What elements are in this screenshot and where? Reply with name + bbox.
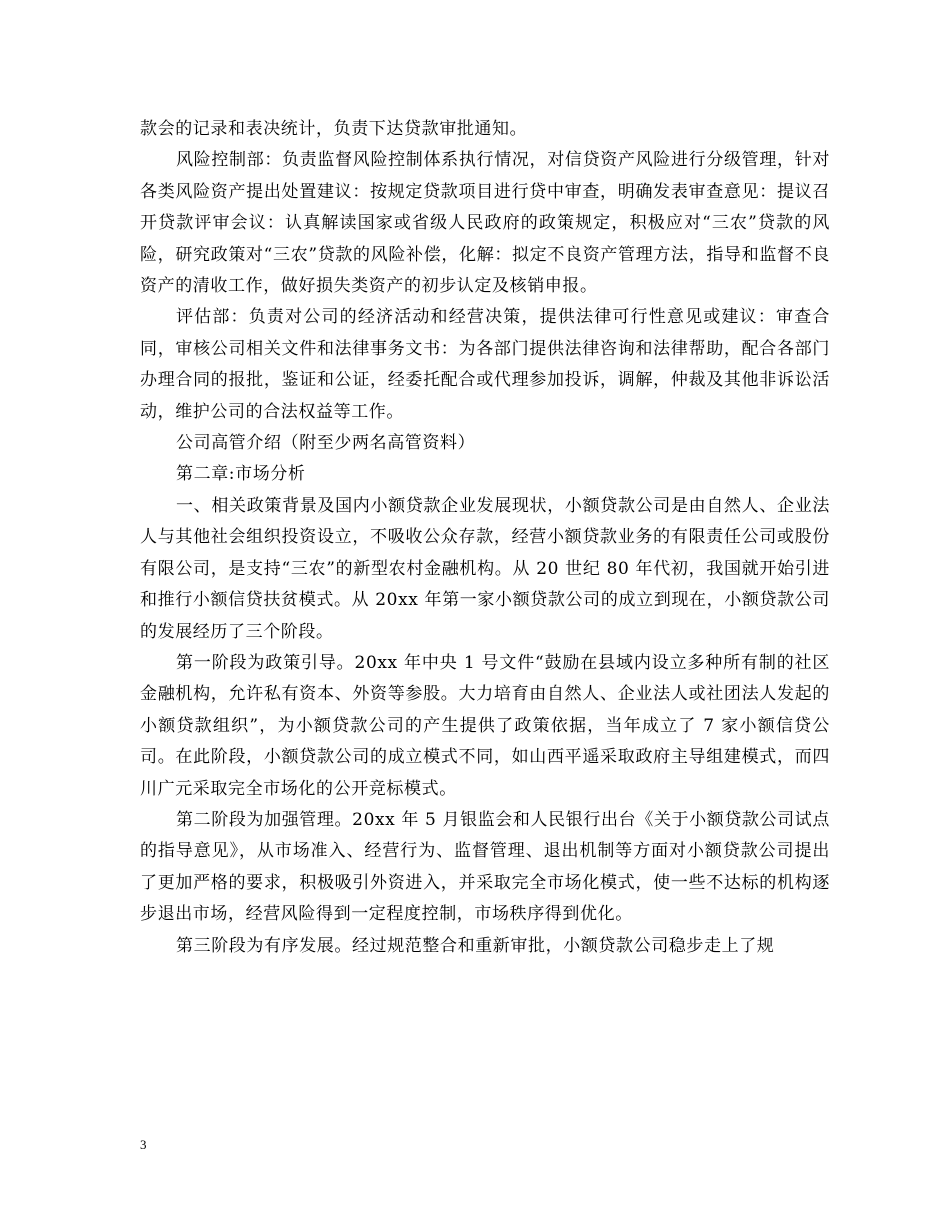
paragraph-risk-control-dept: 风险控制部：负责监督风险控制体系执行情况，对信贷资产风险进行分级管理，针对各类风险资产提出处置建议：按规定贷款项目进行贷中审查，明确发表审查意见：提议召开贷款评审会议：认真解读国家或省级人民政府的政策规定，积极应对“三农”贷款的风险，研究政策对“三农”贷款的风险补偿，化解：拟定不良资产管理方法，指导和监督不良资产的清收工作，做好损失类资产的初步认定及核销申报。 [140, 150, 830, 297]
paragraph-continuation: 款会的记录和表决统计，负责下达贷款审批通知。 [140, 119, 528, 139]
paragraph-stage-three: 第三阶段为有序发展。经过规范整合和重新审批，小额贷款公司稳步走上了规 [176, 935, 775, 956]
paragraph-stage-two: 第二阶段为加强管理。20xx 年 5 月银监会和人民银行出台《关于小额贷款公司试点的指导意见》，从市场准入、经营行为、监督管理、退出机制等方面对小额贷款公司提出了更加严格的要求，积极吸引外资进入，并采取完全市场化模式，使一些不达标的机构逐步退出市场，经营风险得到一定程度控制，市场秩序得到优化。 [140, 809, 830, 925]
document-body [140, 114, 830, 962]
chapter-heading: 第二章:市场分析 [176, 464, 306, 485]
paragraph-stage-one: 第一阶段为政策引导。20xx 年中央 1 号文件“鼓励在县域内设立多种所有制的社区金融机构，允许私有资本、外资等参股。大力培育由自然人、企业法人或社团法人发起的小额贷款组织”，为小额贷款公司的产生提供了政策依据，当年成立了 7 家小额信贷公司。在此阶段，小额贷款公司的成立模式不同，如山西平遥采取政府主导组建模式，而四川广元采取完全市场化的公开竞标模式。 [140, 652, 830, 799]
paragraph-assessment-dept: 评估部：负责对公司的经济活动和经营决策，提供法律可行性意见或建议：审查合同，审核公司相关文件和法律事务文书：为各部门提供法律咨询和法律帮助，配合各部门办理合同的报批，鉴证和公证，经委托配合或代理参加投诉，调解，仲裁及其他非诉讼活动，维护公司的合法权益等工作。 [140, 307, 830, 422]
paragraph-executive-intro: 公司高管介绍（附至少两名高管资料） [176, 433, 476, 454]
page-number: 3 [140, 1137, 147, 1152]
paragraph-policy-background: 一、相关政策背景及国内小额贷款企业发展现状，小额贷款公司是由自然人、企业法人与其他社会组织投资设立，不吸收公众存款，经营小额贷款业务的有限责任公司或股份有限公司，是支持“三农”的新型农村金融机构。从 20 世纪 80 年代初，我国就开始引进和推行小额信贷扶贫模式。从 20xx 年第一家小额贷款公司的成立到现在，小额贷款公司的发展经历了三个阶段。 [140, 495, 830, 642]
